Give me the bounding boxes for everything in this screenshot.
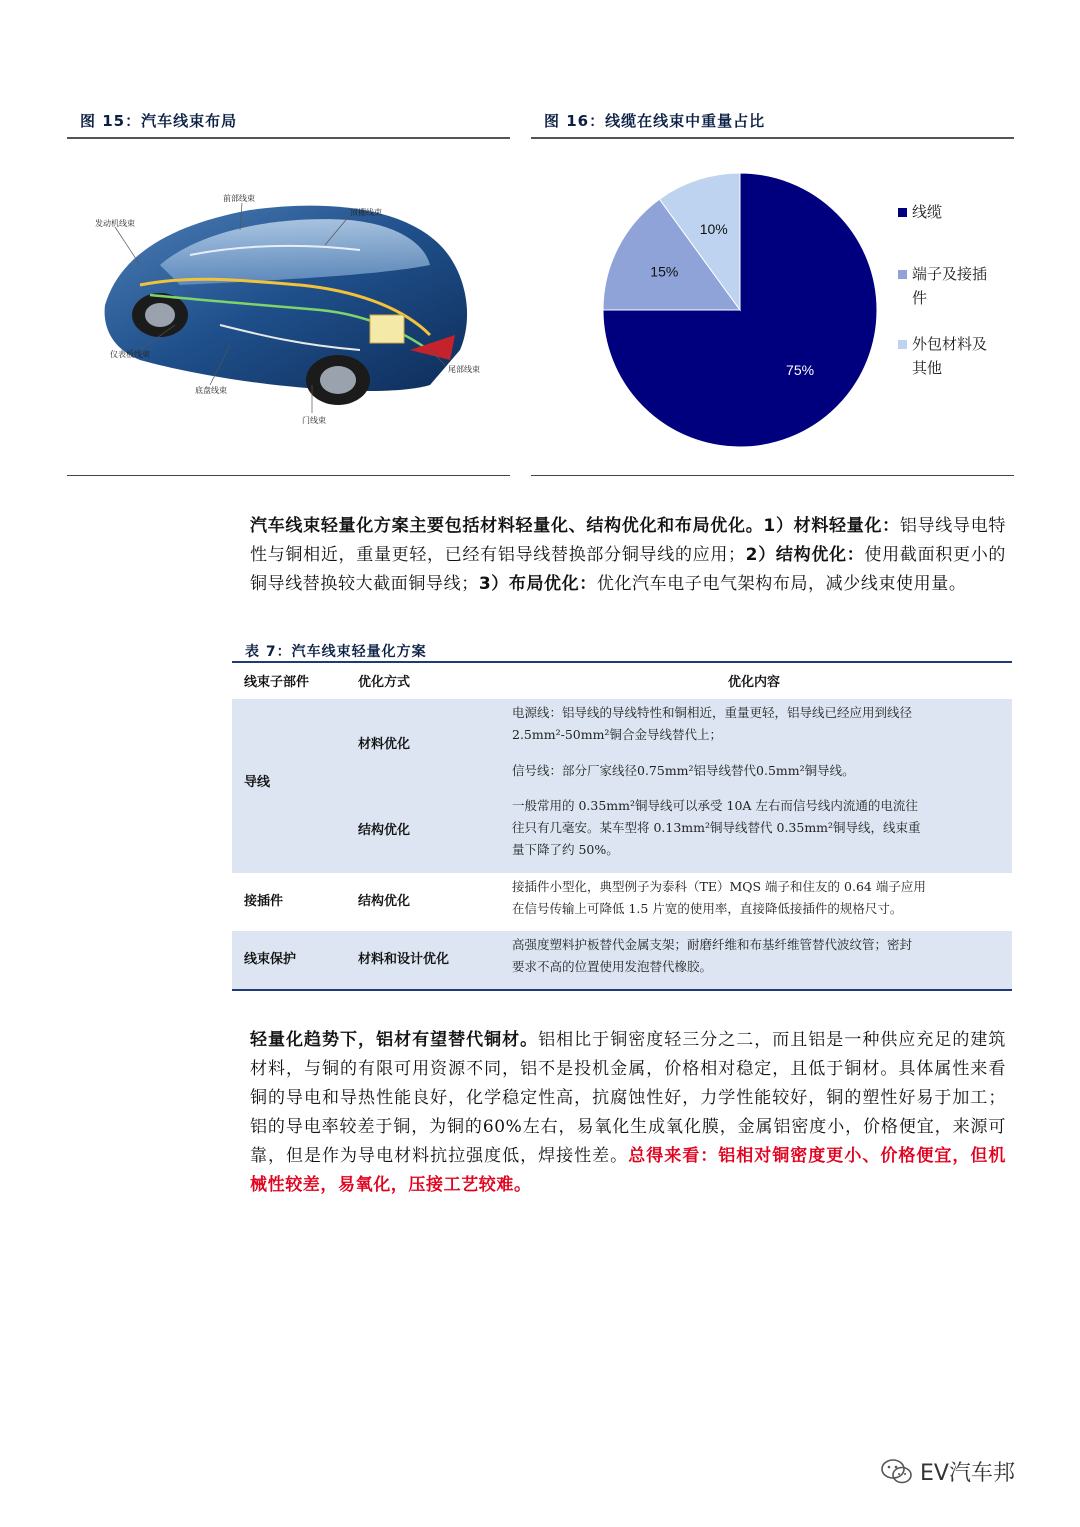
paragraph-aluminum-vs-copper [250,1026,1006,1200]
para1-bold2: 2）结构优化： [745,545,865,565]
pie-label-cable: 75% [786,362,815,379]
legend-label-terminal-line1: 端子及接插 [912,265,988,283]
wechat-icon [880,1458,914,1486]
para1-part2: 使用截面积更小的铜导线替换较大截面铜导线； [250,545,1006,594]
para1-part1: 铝导线导电特性与铜相近，重量更轻，已经有铝导线替换部分铜导线的应用； [250,516,1006,565]
legend-swatch-terminal [898,270,907,279]
table7-header [232,661,1012,700]
row-wire-content2a: 一般常用的 0.35mm²铜导线可以承受 10A 左右而信号线内流通的电流往 [512,798,918,813]
row-wire-part: 导线 [244,775,271,790]
para2-lead: 轻量化趋势下，铝材有望替代铜材。 [250,1030,539,1050]
row-connector-method: 结构优化 [358,894,411,909]
row-wire-content2 [512,795,992,861]
legend-label-wrapping-line1: 外包材料及 [912,335,988,353]
legend-item-cable [898,200,1008,224]
legend-label-cable: 线缆 [912,203,943,221]
leader-engine [115,227,140,265]
para1-lead: 汽车线束轻量化方案主要包括材料轻量化、结构优化和布局优化。1）材料轻量化： [250,516,900,536]
figure15-bottom-rule [67,475,510,476]
row-wire-content1a: 电源线：铝导线的导线特性和铜相近，重量更轻，铝导线已经应用到线径 [512,705,913,720]
label-door-harness: 门线束 [302,416,326,425]
row-connector-part: 接插件 [244,894,284,909]
para2-conclusion: 总得来看：铝相对铜密度更小、价格便宜，但机械性较差，易氧化，压接工艺较难。 [250,1146,1006,1195]
table7-header-part: 线束子部件 [244,675,310,690]
para1-bold3: 3）布局优化： [478,574,597,594]
row-wire-method2: 结构优化 [358,823,411,838]
label-instrument-harness: 仪表板线束 [110,350,150,359]
car-harness-illustration [80,185,500,445]
legend-item-wrapping [898,332,1008,380]
label-roof-harness: 顶棚线束 [350,208,382,217]
figure16-bottom-rule [531,475,1014,476]
row-wire-method1: 材料优化 [358,737,411,752]
pie-label-wrapping: 10% [699,221,728,238]
table7-row-connector [232,873,1012,931]
row-wire-content1c: 信号线：部分厂家线径0.75mm²铝导线替代0.5mm²铜导线。 [512,763,855,778]
row-connector-content [512,876,992,920]
legend-swatch-wrapping [898,340,907,349]
row-wire-content1b: 2.5mm²-50mm²铜合金导线替代上； [512,727,722,742]
row-protection-method: 材料和设计优化 [358,952,450,967]
paragraph-lightweight-schemes [250,512,1006,599]
pie-legend [898,200,1008,420]
battery-box [370,315,404,343]
legend-label-wrapping-line2: 其他 [912,359,943,377]
figure16-top-rule [531,137,1014,139]
row-wire-content2c: 量下降了约 50%。 [512,842,619,857]
figure15-top-rule [67,137,510,139]
figure16-title: 图 16：线缆在线束中重量占比 [544,112,766,130]
table7-title: 表 7：汽车线束轻量化方案 [245,644,427,660]
table7-bottom-rule [232,989,1012,991]
legend-label-terminal-line2: 件 [912,289,928,307]
pie-label-terminal: 15% [650,263,679,280]
rear-wheel-rim [320,366,356,394]
watermark-text: EV汽车邦 [920,1461,1015,1486]
row-protection-content-b: 要求不高的位置使用发泡替代橡胶。 [512,959,713,974]
table7-row-protection [232,931,1012,989]
row-connector-content-a: 接插件小型化，典型例子为泰科（TE）MQS 端子和住友的 0.64 端子应用 [512,879,926,894]
para1-part3: 优化汽车电子电气架构布局，减少线束使用量。 [596,574,967,594]
row-wire-content1 [512,702,992,782]
para2-body: 铝相比于铜密度轻三分之二，而且铝是一种供应充足的建筑材料，与铜的有限可用资源不同，铝不是投机金属，价格相对稳定，且低于铜材。具体属性来看铜的导电和导热性能良好，化学稳定性高，抗腐蚀性好，力学性能较好，铜的塑性好易于加工；铝的导电率较差于铜，为铜的60%左右，易氧化生成氧化膜，金属铝密度小，价格便宜，来源可靠，但是作为导电材料抗拉强度低，焊接性差。 [250,1030,1006,1166]
row-protection-part: 线束保护 [244,952,297,967]
row-wire-content2b: 往只有几毫安。某车型将 0.13mm²铜导线替代 0.35mm²铜导线，线束重 [512,820,921,835]
weight-share-pie-chart [600,170,880,450]
figure15-title: 图 15：汽车线束布局 [80,112,238,130]
table7-header-content: 优化内容 [728,675,781,690]
legend-swatch-cable [898,208,907,217]
table7-row-wire [232,699,1012,873]
row-protection-content [512,934,992,978]
table7-header-method: 优化方式 [358,675,411,690]
label-tail-harness: 尾部线束 [448,365,480,374]
front-wheel-rim [145,303,175,327]
row-protection-content-a: 高强度塑料护板替代金属支架；耐磨纤维和布基纤维管替代波纹管；密封 [512,937,913,952]
legend-item-terminal [898,262,1008,310]
label-engine-harness: 发动机线束 [95,219,135,228]
row-connector-content-b: 在信号传输上可降低 1.5 片宽的使用率，直接降低接插件的规格尺寸。 [512,901,903,916]
label-chassis-harness: 底盘线束 [195,386,227,395]
label-front-harness: 前部线束 [223,194,255,203]
